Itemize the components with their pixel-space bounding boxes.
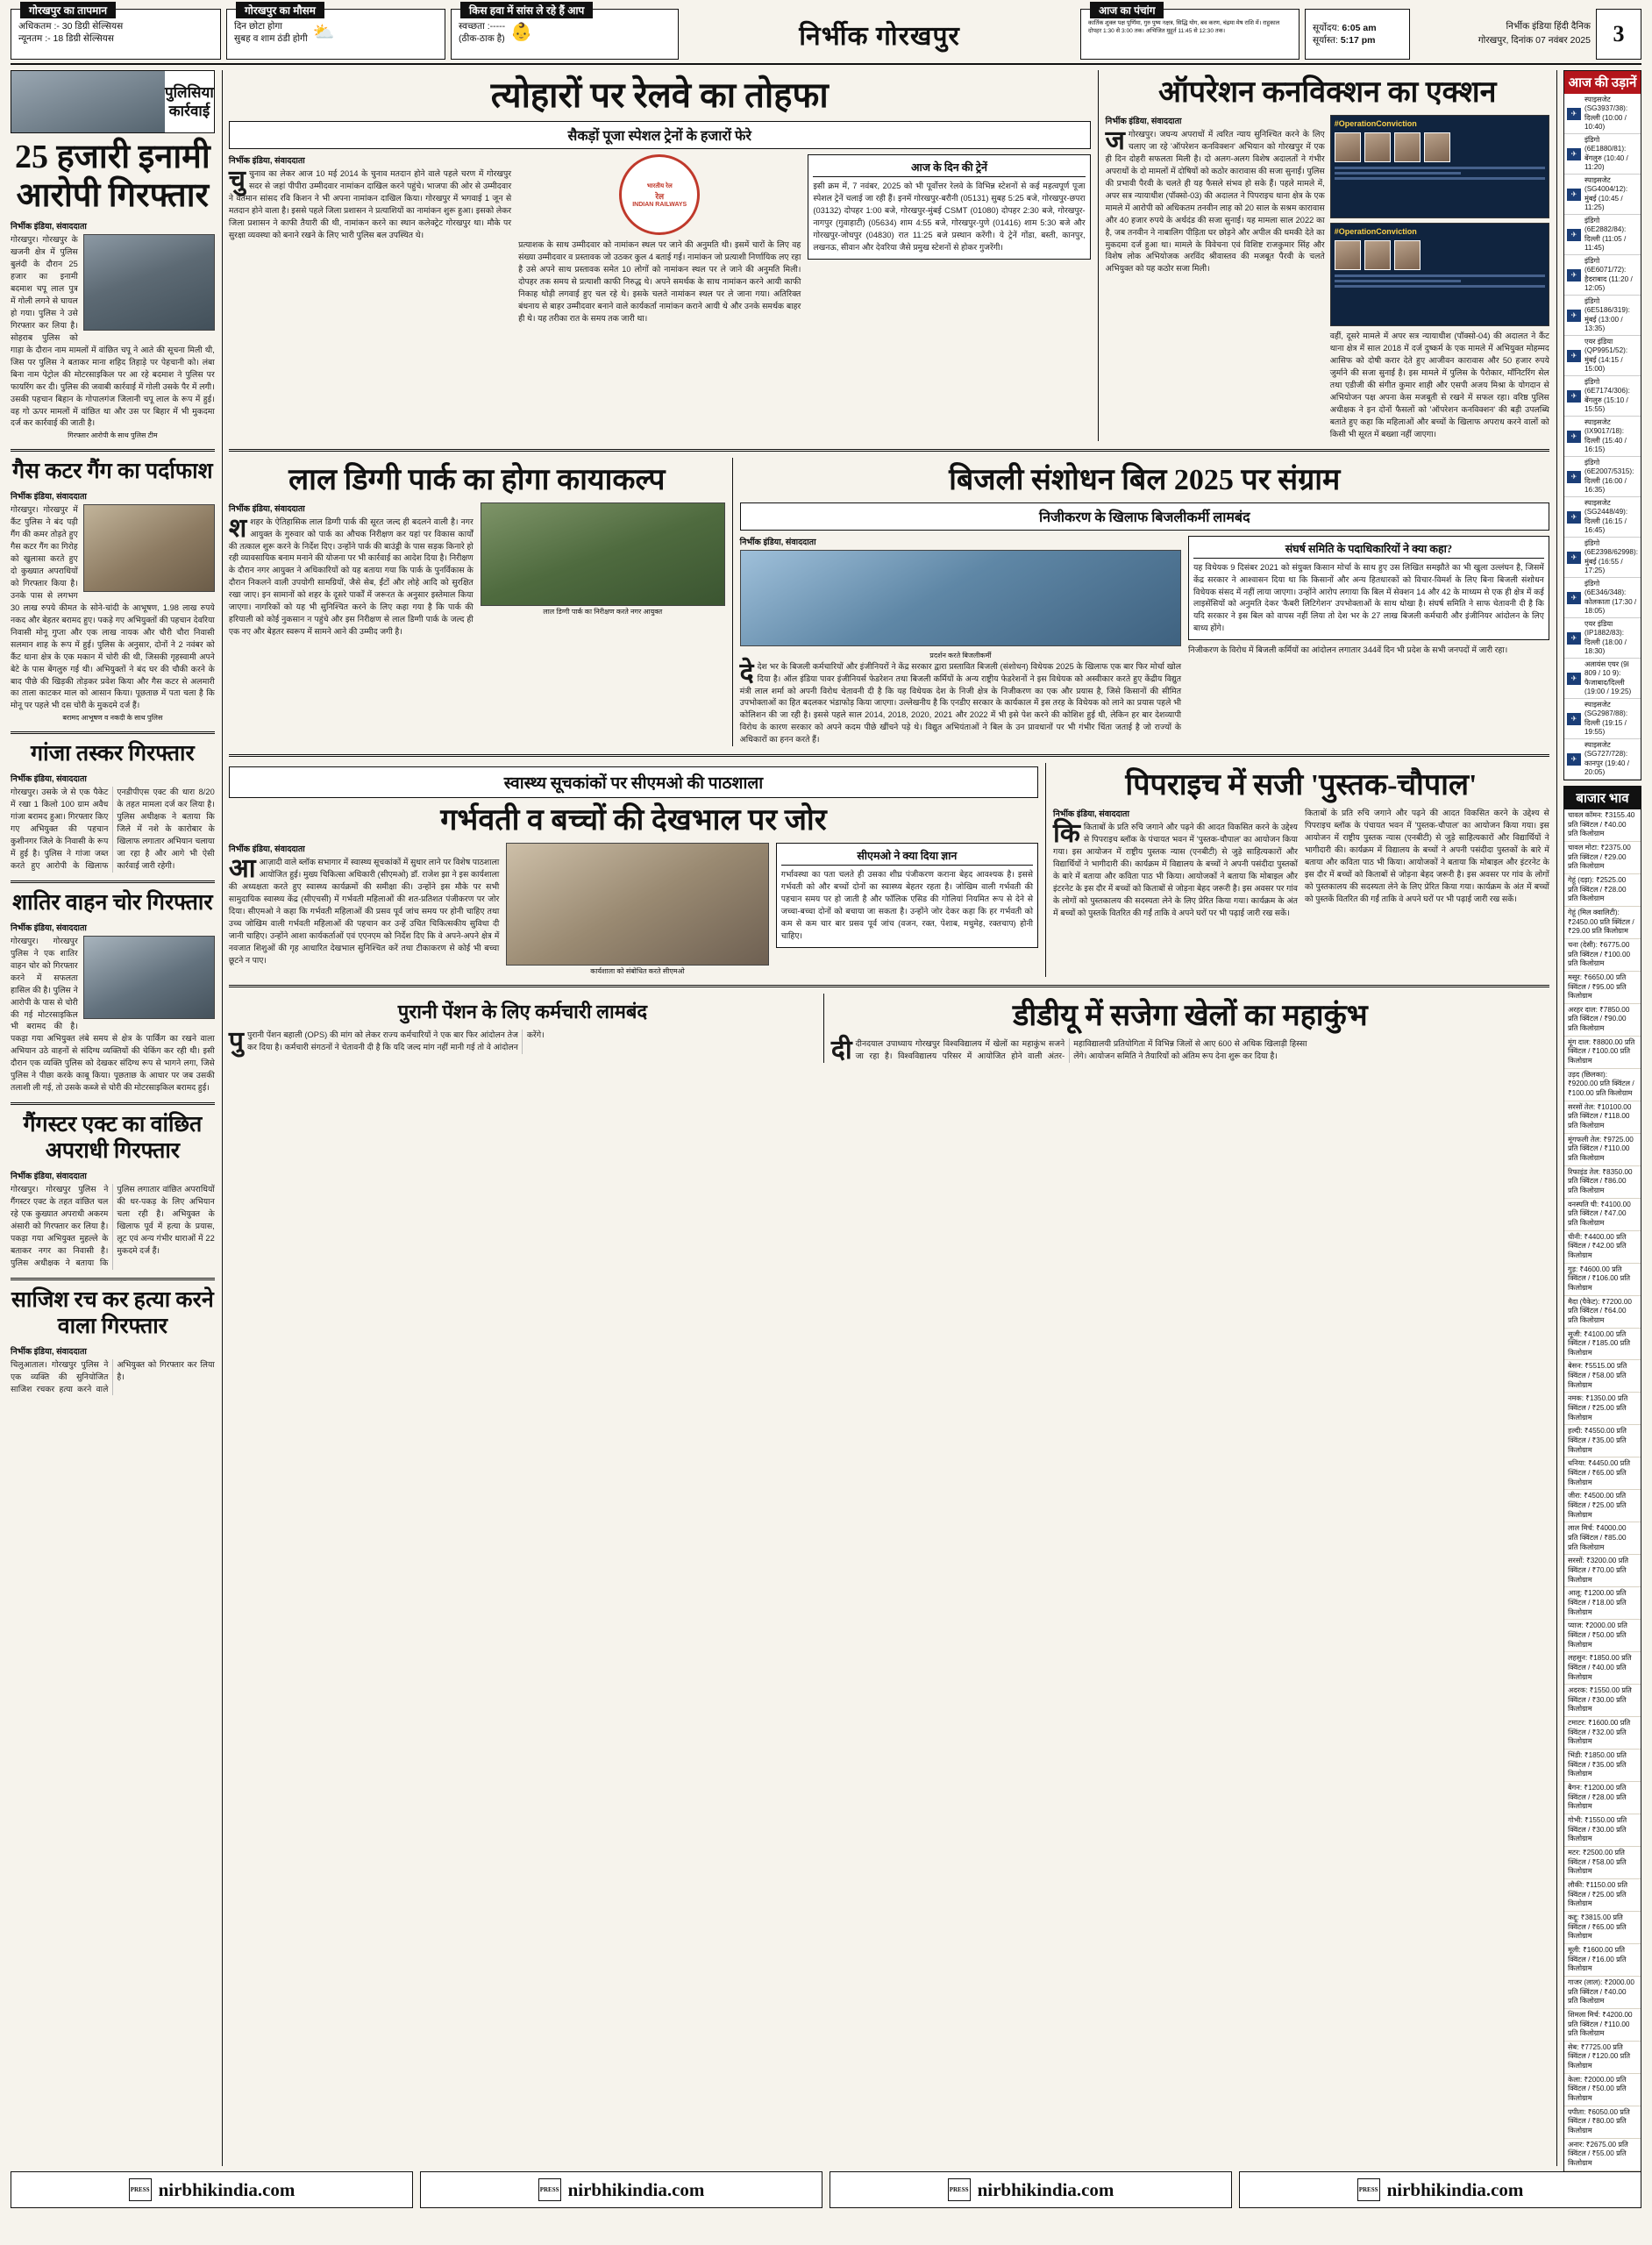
bazar-row: चावल मोटा: ₹2375.00 प्रति क्विंटल / ₹29.00 प्रति किलोग्राम: [1564, 842, 1641, 874]
bazar-row: बैगन: ₹1200.00 प्रति क्विंटल / ₹28.00 प्रति किलोग्राम: [1564, 1782, 1641, 1814]
panchang-title: आज का पंचांग: [1090, 2, 1164, 18]
op-card-hashtag-1: #OperationConviction: [1334, 119, 1417, 129]
police-banner-line2: कार्रवाई: [168, 103, 210, 119]
footer-website-3[interactable]: PRESS nirbhikindia.com: [830, 2171, 1232, 2208]
bazar-row: चना (देसी): ₹6775.00 प्रति क्विंटल / ₹100.00 प्रति किलोग्राम: [1564, 939, 1641, 972]
bazar-row: गाजर (लाल): ₹2000.00 प्रति क्विंटल / ₹40.00 प्रति किलोग्राम: [1564, 1977, 1641, 2009]
cmo-story: [229, 763, 1038, 977]
bazar-row: शिमला मिर्च: ₹4200.00 प्रति क्विंटल / ₹110.00 प्रति किलोग्राम: [1564, 2009, 1641, 2042]
story1-caption: गिरफ्तार आरोपी के साथ पुलिस टीम: [68, 431, 158, 440]
press-icon: PRESS: [948, 2178, 971, 2201]
flight-row: ✈ इंडिगो (6E1880/81): बेंगलुरु (10:40 / 11:20): [1564, 134, 1641, 175]
main-grid: [11, 70, 1641, 2166]
footer-website-strip: [11, 2171, 1641, 2208]
airplane-icon: ✈: [1567, 592, 1581, 604]
bazar-row: पपीता: ₹6050.00 प्रति क्विंटल / ₹80.00 प्रति किलोग्राम: [1564, 2106, 1641, 2139]
airplane-icon: ✈: [1567, 390, 1581, 403]
police-banner-line1: पुलिसिया: [165, 83, 214, 101]
byline-story1: निर्भीक इंडिया, संवाददाता: [11, 222, 87, 232]
dropcap-2: ज: [1105, 126, 1125, 156]
press-icon: PRESS: [538, 2178, 561, 2201]
sunset-value: 5:17 pm: [1340, 35, 1376, 46]
police-banner-photo: [11, 71, 165, 132]
pension-text: पुपुरानी पेंशन बहाली (OPS) की मांग को लेकर राज्य कर्मचारियों ने एक बार फिर आंदोलन तेज कर दिया है। कर्मचारी संगठनों ने चेतावनी दी है कि यदि जल्द मांग नहीं मानी गई तो वे आंदोलन करेंगे।: [228, 1026, 545, 1056]
bijli-text: देदेश भर के बिजली कर्मचारियों और इंजीनियरों ने केंद्र सरकार द्वारा प्रस्तावित बिजली (संशोधन) विधेयक 2025 के खिलाफ एक बार फिर मोर्चा खोल दिया है। ऑल इंडिया पावर इंजीनियर्स फेडरेशन तथा बिजली कर्मियों के अन्य राष्ट्रीय फेडरेशनों ने इस विधेयक को अस्वीकार करते हुए केंद्रीय विद्युत मंत्री लाल शर्मा को अपनी विरोध चेतावनी दी है कि यह विधेयक देश के निजी क्षेत्र के निजीकरण का एक और प्रयास है, जिसे किसानों की सीमित उपभोक्ताओं का हित बदलकर भंडाफोड़ किया जाएगा। उल्लेखनीय है कि एनडीए सरकार के कार्यकाल में इस तरह के विधेयक को लाने का प्रयास पहले भी कोलिशन की जा रही है। इससे पहले साल 2014, 2018, 2020, 2021 और 2022 में भी इसे पेश करने की कोशिश हुई थी, लेकिन हर बार देशव्यापी विरोध के कारण सरकार को अपने कदम पीछे खींचने पड़े थे। विद्युत अभियंताओं ने बिल के उन प्रावधानों पर भी गंभीर चिंता जताई है जो राज्यों के अधिकारों का हनन करते हैं।: [739, 658, 1182, 745]
aqi-value: (ठीक-ठाक है): [459, 33, 505, 45]
byline-cmo: निर्भीक इंडिया, संवाददाता: [228, 845, 305, 855]
panchang-box: [1080, 4, 1300, 60]
dropcap-3: श: [228, 513, 247, 543]
story2-photo: [83, 504, 215, 592]
opconviction-text-2: वहीं, दूसरे मामले में अपर सत्र न्यायाधीश (पॉक्सो-04) की अदालत ने कैंट थाना क्षेत्र में साल 2018 में दर्ज दुष्कर्म के एक मामले में अभियुक्त मोहम्मद आसिफ को दोषी करार देते हुए आजीवन कारावास और 50 हजार रुपये जुर्माने की सजा सुनाई है। इस मामले में पुलिस के पैरोकार, मॉनिटरिंग सेल तथा एडीजी की संगीत कुमार शाही और एसपी अजय मिश्रा के योगदान से अभियोजन पक्ष अपना केस मजबूती से रखने में सफल रहा। वरिष्ठ पुलिस अधीक्षक ने इन दोनों फैसलों को 'ऑपरेशन कनविक्शन' की बड़ी उपलब्धि बताते हुए कहा कि महिलाओं और बच्चों के खिलाफ अपराध करने वालों को किसी भी सूरत में बख्शा नहीं जाएगा।: [1329, 331, 1549, 438]
cmo-photo: [506, 843, 768, 966]
op-conviction-card-1: [1330, 115, 1549, 218]
op-card-faces-1: [1335, 132, 1545, 162]
pipraich-text-a: किकिताबों के प्रति रुचि जगाने और पढ़ने की आदत विकसित करने के उद्देश्य से पिपराइच ब्लॉक के पंचायत भवन में 'पुस्तक-चौपाल' का आयोजन किया गया। इस आयोजन में राष्ट्रीय पुस्तक न्यास (एनबीटी) से जुड़े साहित्यकारों और विद्यार्थियों ने भागीदारी की। कार्यक्रम में विद्यालय के बच्चों ने अपनी पसंदीदा पुस्तकों के बारे में बताया और कविता पाठ भी किया। आयोजकों ने बताया कि मोबाइल और इंटरनेट के इस दौर में बच्चों को किताबों से जोड़ना बेहद जरूरी है। इस अवसर पर गांव के लोगों को पुस्तकालय की सदस्यता लेने के लिए प्रेरित किया गया। कार्यक्रम के अंत में बच्चों को पुस्तकें वितरित की गईं ताकि वे अपने घरों पर भी पढ़ाई जारी रख सकें।: [1053, 819, 1298, 917]
bazar-row: लहसुन: ₹1850.00 प्रति क्विंटल / ₹40.00 प्रति किलोग्राम: [1564, 1652, 1641, 1685]
bazar-row: आलू: ₹1200.00 प्रति क्विंटल / ₹18.00 प्रति किलोग्राम: [1564, 1587, 1641, 1620]
aqi-label: स्वच्छता :-----: [459, 21, 506, 32]
airplane-icon: ✈: [1567, 471, 1581, 483]
bazar-row: चावल कॉमन: ₹3155.40 प्रति क्विंटल / ₹40.00 प्रति किलोग्राम: [1564, 809, 1641, 842]
bijli-sidebox-text: यह विधेयक 9 दिसंबर 2021 को संयुक्त किसान मोर्चा के साथ हुए उस लिखित समझौते का भी खुला उल्लंघन है, जिसमें केंद्र सरकार ने आश्वासन दिया था कि किसानों और अन्य हितधारकों को विचार-विमर्श के लिए बिना बिजली संशोधन विधेयक संसद में नहीं लाया जाएगा। उन्होंने आरोप लगाया कि बिल में सेक्शन 14 और 42 के माध्यम से एक ही क्षेत्र में कई लाइसेंसियों को अनुमति देकर 'कैबरी लिटिगेशन' उपभोक्ताओं के साथ धोखा है। संघर्ष समिति ने साफ चेतावनी दी है कि यदि सरकार ने इस बिल को वापस नहीं लिया तो देश भर के 27 लाख बिजली कर्मचारी और इंजीनियर आंदोलन के लिए बाध्य होंगे।: [1193, 562, 1544, 633]
sunrise-value: 6:05 am: [1342, 23, 1377, 33]
bazar-row: सरसों तेल: ₹10100.00 प्रति क्विंटल / ₹118.00 प्रति किलोग्राम: [1564, 1101, 1641, 1134]
masthead-title: निर्भीक गोरखपुर: [799, 21, 960, 51]
pipraich-text-b: किताबों के प्रति रुचि जगाने और पढ़ने की आदत विकसित करने के उद्देश्य से पिपराइच ब्लॉक के पंचायत भवन में 'पुस्तक-चौपाल' का आयोजन किया गया। इस आयोजन में राष्ट्रीय पुस्तक न्यास (एनबीटी) से जुड़े साहित्यकारों और विद्यार्थियों ने भागीदारी की। कार्यक्रम में विद्यालय के बच्चों ने अपनी पसंदीदा पुस्तकों के बारे में बताया और कविता पाठ भी किया। आयोजकों ने बताया कि मोबाइल और इंटरनेट के इस दौर में बच्चों को किताबों से जोड़ना बेहद जरूरी है। इस अवसर पर गांव के लोगों को पुस्तकालय की सदस्यता लेने के लिए प्रेरित किया गया। कार्यक्रम के अंत में बच्चों को पुस्तकें वितरित की गईं ताकि वे अपने घरों पर भी पढ़ाई जारी रख सकें।: [1304, 809, 1549, 903]
headline-bijli-bill: बिजली संशोधन बिल 2025 पर संग्राम: [949, 463, 1341, 496]
bazar-row: उड़द (छिलका): ₹9200.00 प्रति क्विंटल / ₹100.00 प्रति किलोग्राम: [1564, 1069, 1641, 1101]
bazar-row: केला: ₹2000.00 प्रति क्विंटल / ₹50.00 प्रति किलोग्राम: [1564, 2074, 1641, 2106]
paper-subtitle: निर्भीक इंडिया हिंदी दैनिक: [1506, 21, 1591, 32]
flight-row: ✈ एयर इंडिया (QP9951/52): मुंबई (14:15 / 15:00): [1564, 336, 1641, 376]
flight-row: ✈ अलायंस एयर (9I 809 / 10 9): फैजाबाद/दिल्ली (19:00 / 19:25): [1564, 659, 1641, 699]
bazar-row: सरसों: ₹3200.00 प्रति क्विंटल / ₹70.00 प्रति किलोग्राम: [1564, 1555, 1641, 1587]
bazar-row: चीनी: ₹4400.00 प्रति क्विंटल / ₹42.00 प्रति किलोग्राम: [1564, 1231, 1641, 1264]
bazar-row: हल्दी: ₹4550.00 प्रति क्विंटल / ₹35.00 प्रति किलोग्राम: [1564, 1425, 1641, 1457]
flight-row: ✈ स्पाइसजेट (SG3937/38): दिल्ली (10:00 / 10:40): [1564, 94, 1641, 134]
flight-row: ✈ स्पाइसजेट (SG2987/88): दिल्ली (19:15 / 19:55): [1564, 699, 1641, 739]
railway-story: [229, 70, 1091, 441]
temp-max: अधिकतम :- 30 डिग्री सेल्सियस: [18, 21, 124, 32]
op-card-hashtag-2: #OperationConviction: [1334, 227, 1417, 237]
sunset-label: सूर्यास्त:: [1313, 35, 1338, 46]
story4-text: गोरखपुर। गोरखपुर पुलिस ने एक शातिर वाहन चोर को गिरफ्तार करने में सफलता हासिल की है। पुलिस ने आरोपी के पास से चोरी की गई मोटरसाइकिल भी बरामद की है। पकड़ा गया अभियुक्त लंबे समय से क्षेत्र के पार्किंग का रखने वाला अभियान उठे वाहनों से संदिग्ध व्यक्तियों की चेकिंग कर रही थी। इसी दौरान एक व्यक्ति पुलिस को देखकर संदिग्ध रूप से भागने लगा, जिसे पुलिस ने पीछा करके काबू किया। पूछताछ के आधार पर जब उसकी तलाशी ली गई, तो उसके कब्जे से चोरी की मोटरसाइकिल बरामद हुई।: [11, 936, 215, 1093]
bijli-closing: निजीकरण के विरोध में बिजली कर्मियों का आंदोलन लगातार 344वें दिन भी प्रदेश के सभी जनपदों में जारी रहा।: [1188, 645, 1508, 655]
byline-lal-diggi: निर्भीक इंडिया, संवाददाता: [228, 503, 305, 514]
bazar-row: गेहूं (मिल क्वालिटी): ₹2450.00 प्रति क्विंटल / ₹29.00 प्रति किलोग्राम: [1564, 907, 1641, 939]
emblem-center-text: रेल: [655, 191, 665, 201]
byline-story3: निर्भीक इंडिया, संवाददाता: [11, 774, 87, 785]
bazar-list: [1564, 809, 1641, 2171]
headline-gas-cutter: गैस कटर गैंग का पर्दाफाश: [12, 460, 213, 484]
child-icon: 👶: [510, 22, 533, 42]
bazar-row: मैदा (पैकेट): ₹7200.00 प्रति क्विंटल / ₹64.00 प्रति किलोग्राम: [1564, 1296, 1641, 1329]
bazar-row: अनार: ₹2675.00 प्रति क्विंटल / ₹55.00 प्रति किलोग्राम: [1564, 2139, 1641, 2171]
today-trains-text: इसी क्रम में, 7 नवंबर, 2025 को भी पूर्वोत्तर रेलवे के विभिन्न स्टेशनों से कई महत्वपूर्ण पूजा स्पेशल ट्रेनें चलाई जा रही हैं। इनमें गोरखपुर-बरौनी (05131) सुबह 5:25 बजे, गोरखपुर-छपरा (03132) दोपहर 1:00 बजे, गोरखपुर-मुंबई CSMT (01080) दोपहर 2:30 बजे, गोरखपुर-नागपुर (गुवाहाटी) (05634) शाम 4:55 बजे, गोरखपुर-पुणे (01416) शाम 5:30 बजे और गोरखपुर-जोधपुर (04830) रात 11:25 बजे प्रस्थान करेंगी। ये ट्रेनें गोंडा, बस्ती, कानपुर, लखनऊ, सीवान और देवरिया जैसे प्रमुख स्टेशनों से होकर गुजरेंगी।: [813, 182, 1086, 252]
today-trains-box: [808, 154, 1090, 260]
bijli-sidebox-head: संघर्ष समिति के पदाधिकारियों ने क्या कहा?: [1193, 541, 1544, 559]
bazar-row: गुड़: ₹4600.00 प्रति क्विंटल / ₹106.00 प्रति किलोग्राम: [1564, 1264, 1641, 1296]
byline-story5: निर्भीक इंडिया, संवाददाता: [11, 1172, 87, 1182]
bazar-row: गोभी: ₹1550.00 प्रति क्विंटल / ₹30.00 प्रति किलोग्राम: [1564, 1814, 1641, 1847]
opconviction-text-1: जगोरखपुर। जघन्य अपराधों में त्वरित न्याय सुनिश्चित करने के लिए चलाए जा रहे 'ऑपरेशन कनविक्शन' अभियान को गोरखपुर में एक ही दिन दोहरी सफलता मिली है। दो अलग-अलग विशेष अदालतों ने गंभीर अपराधों के दो मामलों में दोषियों को कठोर कारावास की सजा सुनाई। पुलिस की प्रभावी पैरवी के चलते ही यह फैसले संभव हो सके हैं। पहले मामले में, अपर सत्र न्यायाधीश (पॉक्सो-03) की अदालत ने पिपराइच थाना क्षेत्र के एक मामले में आरोपी को अधिकतम तनवीन लाह को 20 साल के सश्रम कारावास और 40 हजार रुपये के अर्थदंड की सजा सुनाई। यह मामला साल 2022 का है, जब तनवीन ने नाबालिग पीड़िता घर छोड़ने और अपील की धमकी देते का मुकदमा दर्ज हुआ था। मामले के विवेचना एवं विशिष्ट राजकुमार सिंह और विशेष लोक अभियोजक अरविंद श्रीवास्तव की मजबूत पैरवी के चलते अभियुक्त को यह कठोर सजा मिली।: [1105, 126, 1325, 274]
dateline-block: [1415, 9, 1591, 60]
airplane-icon: ✈: [1567, 431, 1581, 443]
today-trains-head: आज के दिन की ट्रेनें: [813, 160, 1085, 177]
airplane-icon: ✈: [1567, 673, 1581, 685]
indian-railways-emblem: [619, 154, 700, 235]
flight-row: ✈ एयर इंडिया (IP1882/83): दिल्ली (18:00 / 18:30): [1564, 618, 1641, 659]
headline-murder-conspiracy: साजिश रच कर हत्या करने वाला गिरफ्तार: [11, 1287, 214, 1338]
bazar-row: जीरा: ₹4500.00 प्रति क्विंटल / ₹25.00 प्रति किलोग्राम: [1564, 1490, 1641, 1522]
police-action-banner: [11, 70, 215, 133]
masthead: [684, 9, 1075, 60]
dropcap-4: दे: [739, 658, 754, 688]
bazar-row: भिंडी: ₹1850.00 प्रति क्विंटल / ₹35.00 प्रति किलोग्राम: [1564, 1750, 1641, 1782]
emblem-bottom-text: INDIAN RAILWAYS: [632, 201, 687, 208]
panchang-text: कार्तिक शुक्ल पक्ष पूर्णिमा, गुरु पुष्य नक्षत्र, सिद्धि योग, बव करण, चंद्रमा मेष राशि में। राहुकाल दोपहर 1:30 से 3:00 तक। अभिजित मुहूर्त 11:45 से 12:30 तक।: [1088, 20, 1280, 34]
sun-times-box: [1305, 9, 1410, 60]
subhead-bijli: निजीकरण के खिलाफ बिजलीकर्मी लामबंद: [740, 502, 1549, 531]
column-right-rail: [1563, 70, 1641, 2166]
byline-opconviction: निर्भीक इंडिया, संवाददाता: [1105, 117, 1182, 127]
press-icon: PRESS: [129, 2178, 152, 2201]
subhead-railway: सैकड़ों पूजा स्पेशल ट्रेनों के हजारों फेरे: [229, 121, 1091, 149]
story4-photo: [83, 936, 215, 1019]
temperature-box: [11, 4, 221, 60]
footer-website-1[interactable]: PRESS nirbhikindia.com: [11, 2171, 413, 2208]
headline-pension: पुरानी पेंशन के लिए कर्मचारी लामबंद: [397, 1001, 648, 1023]
headline-ganja: गांजा तस्कर गिरफ्तार: [31, 742, 195, 766]
bazar-title: बाजार भाव: [1564, 787, 1641, 809]
story2-text: गोरखपुर। गोरखपुर में कैंट पुलिस ने बंद पड़ी गैंग की कमर तोड़ते हुए गैस कटर गैंग का गिरोह को खुलासा करते हुए दो कुख्यात अपराधियों को गिरफ्तार किया है। उनके पास से लगभग 30 लाख रुपये कीमत के सोने-चांदी के आभूषण, 1.98 लाख रुपये नकद और बेहतर बरामद हुए। पकड़े गए अभियुक्तों की पहचान देवरिया निवासी मोनू गुप्ता और एक लाख नायक और चौरी चौरा निवासी सलमान शाह के रूप में हुई। पुलिस के अनुसार, दोनों ने 2 नवंबर को कैंट थाना क्षेत्र के एक मकान में चोरी की थी, जिसकी गृहस्वामी अपने बेटे के पास बेंगलुरु गई थी। अभियुक्तों ने बंद घर की चौकी करने के बाद पीछे की खिड़की तोड़कर प्रवेश किया और गैस कटर से अलमारी का ताला काटकर माल को आसान किया। पूछताछ में पता चला है कि मोनू पर पहले भी दस चोरी के मुकदमे दर्ज हैं।: [11, 505, 215, 710]
lal-diggi-photo: [481, 502, 725, 606]
story1-text: गोरखपुर। गोरखपुर के खजनी क्षेत्र में पुलिस बुलंदी के दौरान 25 हजार का इनामी बदमाश चपू लाल पुत्र में गोली लगने से घायल हो गया। पुलिस ने उसे गिरफ्तार कर लिया है। सोहराब पुलिस को गाड़ा के दौरान नाम मामलों में वांछित चपू ने आते की सूचना मिली थी, जिस पर पुलिस ने बताकर माना शहिद तिहाड़े पर पेहचानी को। लंबा बिना नाम पेट्रोल की मोटरसाइकिल पर आ रहे बदमाश ने पुलिस पर फायरिंग कर दी। पुलिस की जवाबी कार्रवाई में गोली उसके पैर में लगी। उसकी पहचान बिहान के गोपालगंज जिलानी चपू लाल के रूप में हुई। वह गो ऊपर मामलों में वांछित था और उस पर बिहार में भी मुकदमा दर्ज कर कार्रवाई की जाती है।: [11, 235, 215, 428]
bazar-row: धनिया: ₹4450.00 प्रति क्विंटल / ₹65.00 प्रति किलोग्राम: [1564, 1457, 1641, 1490]
bijli-photo: [740, 550, 1181, 646]
byline-railway: निर्भीक इंडिया, संवाददाता: [228, 156, 305, 166]
sunrise-label: सूर्योदय:: [1313, 23, 1340, 33]
airplane-icon: ✈: [1567, 310, 1581, 322]
bazar-row: सेब: ₹7725.00 प्रति क्विंटल / ₹120.00 प्रति किलोग्राम: [1564, 2042, 1641, 2074]
airplane-icon: ✈: [1567, 189, 1581, 201]
column-left: [11, 70, 215, 2166]
bijli-caption: प्रदर्शन करते बिजलीकर्मी: [929, 651, 992, 659]
bazar-row: रिफाइंड तेल: ₹8350.00 प्रति क्विंटल / ₹86.00 प्रति किलोग्राम: [1564, 1166, 1641, 1199]
footer-website-2[interactable]: PRESS nirbhikindia.com: [420, 2171, 822, 2208]
weather-line-1: दिन छोटा होगा: [234, 21, 282, 32]
flight-row: ✈ स्पाइसजेट (SG727/728): कानपुर (19:40 / 20:05): [1564, 739, 1641, 780]
band-cmo: स्वास्थ्य सूचकांकों पर सीएमओ की पाठशाला: [229, 766, 1038, 798]
headline-operation-conviction: ऑपरेशन कनविक्शन का एक्शन: [1157, 76, 1497, 109]
lal-diggi-caption: लाल डिग्गी पार्क का निरीक्षण करते नगर आयुक्त: [543, 607, 663, 616]
cmo-sidebox: [776, 843, 1038, 948]
headline-railway-gift: त्योहारों पर रेलवे का तोहफा: [490, 75, 829, 115]
cloud-icon: ⛅: [312, 22, 335, 42]
airplane-icon: ✈: [1567, 552, 1581, 564]
paper-dateline: गोरखपुर, दिनांक 07 नवंबर 2025: [1478, 35, 1591, 46]
bazar-bhav-box: [1563, 786, 1641, 2172]
byline-bijli: निर्भीक इंडिया, संवाददाता: [739, 537, 816, 547]
air-quality-title: किस हवा में सांस ले रहे हैं आप: [460, 2, 593, 18]
bazar-row: अरहर दाल: ₹7850.00 प्रति क्विंटल / ₹90.00 प्रति किलोग्राम: [1564, 1004, 1641, 1037]
dropcap-5: आ: [228, 854, 256, 884]
story2-caption: बरामद आभूषण व नकदी के साथ पुलिस: [62, 714, 163, 723]
cmo-text: आआज़ादी वाले ब्लॉक सभागार में स्वास्थ्य सूचकांकों में सुधार लाने पर विशेष पाठशाला आयोजित हुई। मुख्य चिकित्सा अधिकारी (सीएमओ) डॉ. राजेश झा ने इस कार्यशाला की अध्यक्षता करते हुए स्वास्थ्य कार्यक्रमों की समीक्षा की। उन्होंने इस मौके पर सभी सामुदायिक स्वास्थ्य केंद्र (सीएचसी) में गर्भवती महिलाओं की शत-प्रतिशत पंजीकरण पर जोर दिया। सीएमओ ने कहा कि गर्भवती महिलाओं की प्रसव पूर्व जांच समय पर होनी चाहिए तथा उच्च जोखिम वाली गर्भवती महिलाओं की पहचान कर उन्हें उचित चिकित्सकीय सुविधा दी जानी चाहिए। उन्होंने आशा कार्यकर्ताओं एवं एएनएम को निर्देश दिए कि वे अपने-अपने क्षेत्र में नवजात शिशुओं की गृह आधारित देखभाल सुनिश्चित करें तथा टीकाकरण से कोई भी बच्चा छूटने न पाए।: [228, 854, 500, 965]
page-number: 3: [1596, 9, 1641, 60]
flights-title: आज की उड़ानें: [1564, 71, 1641, 94]
headline-vehicle-thief: शातिर वाहन चोर गिरफ्तार: [12, 890, 213, 915]
story6-text: चिलुआताल। गोरखपुर पुलिस ने एक व्यक्ति की सुनियोजित साजिश रचकर हत्या करने वाले अभियुक्त को गिरफ्तार कर लिया है।: [11, 1359, 215, 1393]
airplane-icon: ✈: [1567, 269, 1581, 282]
pipraich-story: [1053, 763, 1549, 977]
flight-row: ✈ इंडिगो (6E346/348): कोलकाता (17:30 / 18:05): [1564, 578, 1641, 618]
story5-text: गोरखपुर। गोरखपुर पुलिस ने गैंगस्टर एक्ट के तहत वांछित चल रहे एक कुख्यात अपराधी अकरम अंसारी को गिरफ्तार कर लिया है। पकड़ा गया अभियुक्त मुहल्ले के बताकर नगर का निवासी है। पुलिस अधीक्षक ने बताया कि पुलिस लगातार वांछित अपराधियों की धर-पकड़ के लिए अभियान चला रही है। अभियुक्त के खिलाफ पूर्व में हत्या के प्रयास, लूट एवं अन्य गंभीर धाराओं में 22 मुकदमे दर्ज हैं।: [11, 1185, 215, 1267]
op-conviction-card-2: [1330, 223, 1549, 326]
weather-box: [226, 4, 445, 60]
airplane-icon: ✈: [1567, 108, 1581, 120]
flights-list: [1564, 94, 1641, 780]
airplane-icon: ✈: [1567, 148, 1581, 160]
flight-row: ✈ स्पाइसजेट (SG4004/12): मुंबई (10:45 / 11:25): [1564, 175, 1641, 215]
footer-website-4[interactable]: PRESS nirbhikindia.com: [1239, 2171, 1641, 2208]
headline-lal-diggi: लाल डिग्गी पार्क का होगा कायाकल्प: [288, 463, 666, 496]
headline-ddu: डीडीयू में सजेगा खेलों का महाकुंभ: [1013, 1000, 1368, 1033]
airplane-icon: ✈: [1567, 713, 1581, 725]
bazar-row: मटर: ₹2500.00 प्रति क्विंटल / ₹58.00 प्रति किलोग्राम: [1564, 1847, 1641, 1879]
headline-gangster-act: गैंगस्टर एक्ट का वांछित अपराधी गिरफ्तार: [23, 1113, 203, 1164]
story1-photo: [83, 234, 215, 331]
weather-title: गोरखपुर का मौसम: [236, 2, 324, 18]
flight-row: ✈ इंडिगो (6E2398/62998): मुंबई (16:55 / 17:25): [1564, 538, 1641, 578]
headline-inami-aropi: 25 हजारी इनामी आरोपी गिरफ्तार: [14, 139, 210, 214]
ddu-text: दीदीनदयाल उपाध्याय गोरखपुर विश्वविद्यालय में खेलों का महाकुंभ सजने जा रहा है। विश्वविद्यालय परिसर में आयोजित होने वाली अंतर-महाविद्यालयी प्रतियोगिता में विभिन्न जिलों से आए 600 से अधिक खिलाड़ी हिस्सा लेंगे। आयोजन समिति ने तैयारियों को अंतिम रूप देना शुरू कर दिया है।: [830, 1036, 1307, 1065]
airplane-icon: ✈: [1567, 511, 1581, 524]
bazar-row: अदरक: ₹1550.00 प्रति क्विंटल / ₹30.00 प्रति किलोग्राम: [1564, 1685, 1641, 1717]
byline-pipraich: निर्भीक इंडिया, संवाददाता: [1053, 809, 1129, 820]
airplane-icon: ✈: [1567, 229, 1581, 241]
bazar-row: टमाटर: ₹1600.00 प्रति क्विंटल / ₹32.00 प्रति किलोग्राम: [1564, 1717, 1641, 1750]
bazar-row: मूंगफली तेल: ₹9725.00 प्रति क्विंटल / ₹110.00 प्रति किलोग्राम: [1564, 1134, 1641, 1166]
bazar-row: मूली: ₹1600.00 प्रति क्विंटल / ₹16.00 प्रति किलोग्राम: [1564, 1944, 1641, 1977]
column-middle: [229, 70, 1549, 2166]
dropcap-7: पु: [228, 1026, 244, 1056]
flight-row: ✈ इंडिगो (6E7174/306): बेंगलुरु (15:10 / 15:55): [1564, 376, 1641, 417]
headline-pipraich: पिपराइच में सजी 'पुस्तक-चौपाल': [1125, 769, 1478, 802]
bazar-row: मसूर: ₹6650.00 प्रति क्विंटल / ₹95.00 प्रति किलोग्राम: [1564, 972, 1641, 1004]
op-card-faces-2: [1335, 240, 1545, 270]
flights-box: [1563, 70, 1641, 780]
byline-story6: निर्भीक इंडिया, संवाददाता: [11, 1346, 87, 1357]
railway-text-2: प्रत्याशक के साथ उम्मीदवार को नामांकन स्थल पर जाने की अनुमति थी। इसमें चारों के लिए वह संख्या उम्मीदवार व प्रस्तावक जो उठकर कुल 4 बताई गई। नामांकन जो प्रत्याशी निर्णायिक लए रहा है उसे अपने साथ प्रस्तावक समेत 10 लोगों को नामांकन स्थल पर ले जाने की अनुमति मिली। दोपहर तक समय से प्रत्याशी काफी निरुद्ध थे। अपने समर्थक के साथ नामांकन करने आयी काफी निकाह थोड़ी लगवाई हुए चल रहे थे। इसके चलते नामांकन स्थल पर ले जाना गया। अतिरिक्त बंधनाय से बाहर उम्मीदवार बनाने वाले कार्यकर्ता नामांकन कराने आयी थे और उनके समर्थक बाहर ही थे। यह तरीका रात के समय तक जारी था।: [518, 240, 801, 323]
bazar-row: नमक: ₹1350.00 प्रति क्विंटल / ₹25.00 प्रति किलोग्राम: [1564, 1393, 1641, 1425]
flight-row: ✈ इंडिगो (6E5186/319): मुंबई (13:00 / 13:35): [1564, 296, 1641, 336]
bazar-row: लाल मिर्च: ₹4000.00 प्रति क्विंटल / ₹85.00 प्रति किलोग्राम: [1564, 1522, 1641, 1555]
bijli-story: [740, 458, 1549, 747]
cmo-sidebox-text: गर्भावस्था का पता चलते ही उसका शीघ्र पंजीकरण कराना बेहद आवश्यक है। इससे गर्भवती को और बच्चों दोनों का स्वास्थ्य बेहतर रहता है। जोखिम वाली गर्भवती की पहचान समय पर हो जाती है और फॉलिक एसिड की गोलियां नियमित रूप से देने से जच्चा-बच्चा दोनों को बचाया जा सकता है। उन्होंने जोर देकर कहा कि हर गर्भवती को कम से कम चार बार प्रसव पूर्व जांच (वजन, रक्त, पेशाब, मधुमेह, रक्तचाप) होनी चाहिए।: [780, 870, 1034, 940]
bazar-row: सूजी: ₹4100.00 प्रति क्विंटल / ₹185.00 प्रति किलोग्राम: [1564, 1329, 1641, 1361]
air-quality-box: [451, 4, 679, 60]
flight-row: ✈ स्पाइसजेट (IX9017/18): दिल्ली (15:40 / 16:15): [1564, 417, 1641, 457]
header-rule: [11, 63, 1641, 65]
railway-text-1: चुचुनाव का लेकर आज 10 मई 2014 के चुनाव मतदान होने वाले पहले चरण में गोरखपुर सदर से जहां पीपीरा उम्मीदवार नामांकन दाखिल करने पहुंचे। भाजपा की ओर से उम्मीदवार ने वर्तमान सांसद रवि किशन ने भी अपना नामांकन दाखिल किया। गोरखपुर में भगवाई 1 जून से मतदान होने वाला है। इससे पहले जिला प्रशासन ने प्रत्याशियों का नामांकन शुरू हुआ। इसको लेकर जिला प्रशासन ने काफी तैयारी की थी, नामांकन करने का स्थान कलेक्ट्रेट गोरखपुर था। मौके पर सुरक्षा व्यवस्था को बनाने रखने के लिए भारी पुलिस बल उपस्थित थे।: [228, 166, 512, 239]
bijli-sidebox: [1188, 536, 1549, 641]
lal-diggi-text: शशहर के ऐतिहासिक लाल डिग्गी पार्क की सूरत जल्द ही बदलने वाली है। नगर आयुक्त के गुरुवार को पार्क का औचक निरीक्षण कर यहां पर विकास कार्यों की तत्काल शुरू करने के निर्देश दिए। उन्होंने पार्क की बाउंड्री के पास सड़क किनारे हो रही व्यावसायिक बनाम मनाने की योजना पर भी कार्रवाई का आदेश दिया है। निरीक्षण के दौरान नगर आयुक्त ने अधिकारियों को यह बताया गया कि पार्क के पुनर्विकास के दौरान निकलने वाली उपयोगी सामग्रियों, जैसे सेब, ईंटों और लोहे आदि को सुरक्षित रखा जाए। इन सामानों को शहर के दूसरे पार्कों में जरूरत के अनुसार इस्तेमाल किया जाएगा। नागरिकों को यह भी सुनिश्चित करने के लिए कहा गया है कि पार्क की हरियाली को कोई नुकसान न पहुंचे और इस निरीक्षण से लाल डिग्गी पार्क के जल्द ही एक नए और बेहतर स्वरूप में सामने आने की उम्मीद जगी है।: [228, 513, 474, 637]
dropcap-8: दी: [830, 1036, 852, 1065]
lal-diggi-story: [229, 458, 725, 747]
ddu-story: [831, 994, 1549, 1063]
top-info-strip: [11, 4, 1641, 60]
dropcap-1: चु: [228, 166, 246, 195]
airplane-icon: ✈: [1567, 632, 1581, 645]
press-icon: PRESS: [1357, 2178, 1380, 2201]
bazar-row: गेहूं (दड़ा): ₹2525.00 प्रति क्विंटल / ₹28.00 प्रति किलोग्राम: [1564, 874, 1641, 907]
bazar-row: मूंग दाल: ₹8800.00 प्रति क्विंटल / ₹100.00 प्रति किलोग्राम: [1564, 1037, 1641, 1069]
story3-text: गोरखपुर। उसके जे से एक पैकेट में रखा 1 किलो 100 ग्राम अवैध गांजा बरामद हुआ। गिरफ्तार किए गए अभियुक्त की पहचान कुशीनगर जिले के निवासी के रूप में हुई है। पुलिस ने गांजा जब्त करते हुए आरोपी के खिलाफ एनडीपीएस एक्ट की धारा 8/20 के तहत मामला दर्ज कर लिया है। पुलिस अधीक्षक ने बताया कि जिले में नशे के कारोबार के खिलाफ लगातार अभियान चलाया जा रहा है और आगे भी ऐसी कार्रवाई जारी रहेगी।: [11, 788, 215, 870]
pension-story: [229, 994, 816, 1063]
headline-cmo: गर्भवती व बच्चों की देखभाल पर जोर: [440, 804, 827, 837]
temp-min: न्यूनतम :- 18 डिग्री सेल्सियस: [18, 33, 114, 45]
cmo-caption: कार्यशाला को संबोधित करते सीएमओ: [590, 967, 685, 976]
temperature-title: गोरखपुर का तापमान: [20, 2, 116, 18]
bazar-row: लौकी: ₹1150.00 प्रति क्विंटल / ₹25.00 प्रति किलोग्राम: [1564, 1879, 1641, 1912]
bazar-row: कद्दू: ₹3815.00 प्रति क्विंटल / ₹65.00 प्रति किलोग्राम: [1564, 1912, 1641, 1944]
flight-row: ✈ इंडिगो (6E2007/5315): दिल्ली (16:00 / 16:35): [1564, 457, 1641, 497]
bazar-row: प्याज: ₹2000.00 प्रति क्विंटल / ₹50.00 प्रति किलोग्राम: [1564, 1620, 1641, 1652]
operation-conviction-story: [1106, 70, 1549, 441]
byline-story4: निर्भीक इंडिया, संवाददाता: [11, 923, 87, 933]
dropcap-6: कि: [1053, 819, 1080, 849]
flight-row: ✈ स्पाइसजेट (SG2448/49): दिल्ली (16:15 / 16:45): [1564, 497, 1641, 538]
airplane-icon: ✈: [1567, 350, 1581, 362]
bazar-row: बेसन: ₹5515.00 प्रति क्विंटल / ₹58.00 प्रति किलोग्राम: [1564, 1360, 1641, 1393]
weather-line-2: सुबह व शाम ठंडी होगी: [234, 33, 308, 45]
byline-story2: निर्भीक इंडिया, संवाददाता: [11, 492, 87, 502]
flight-row: ✈ इंडिगो (6E2882/84): दिल्ली (11:05 / 11:45): [1564, 215, 1641, 255]
flight-row: ✈ इंडिगो (6E6071/72): हैदराबाद (11:20 / 12:05): [1564, 255, 1641, 296]
cmo-sidebox-head: सीएमओ ने क्या दिया ज्ञान: [781, 848, 1033, 866]
bazar-row: वनस्पति घी: ₹4100.00 प्रति क्विंटल / ₹47.00 प्रति किलोग्राम: [1564, 1199, 1641, 1231]
emblem-top-text: भारतीय रेल: [646, 182, 673, 189]
airplane-icon: ✈: [1567, 753, 1581, 766]
